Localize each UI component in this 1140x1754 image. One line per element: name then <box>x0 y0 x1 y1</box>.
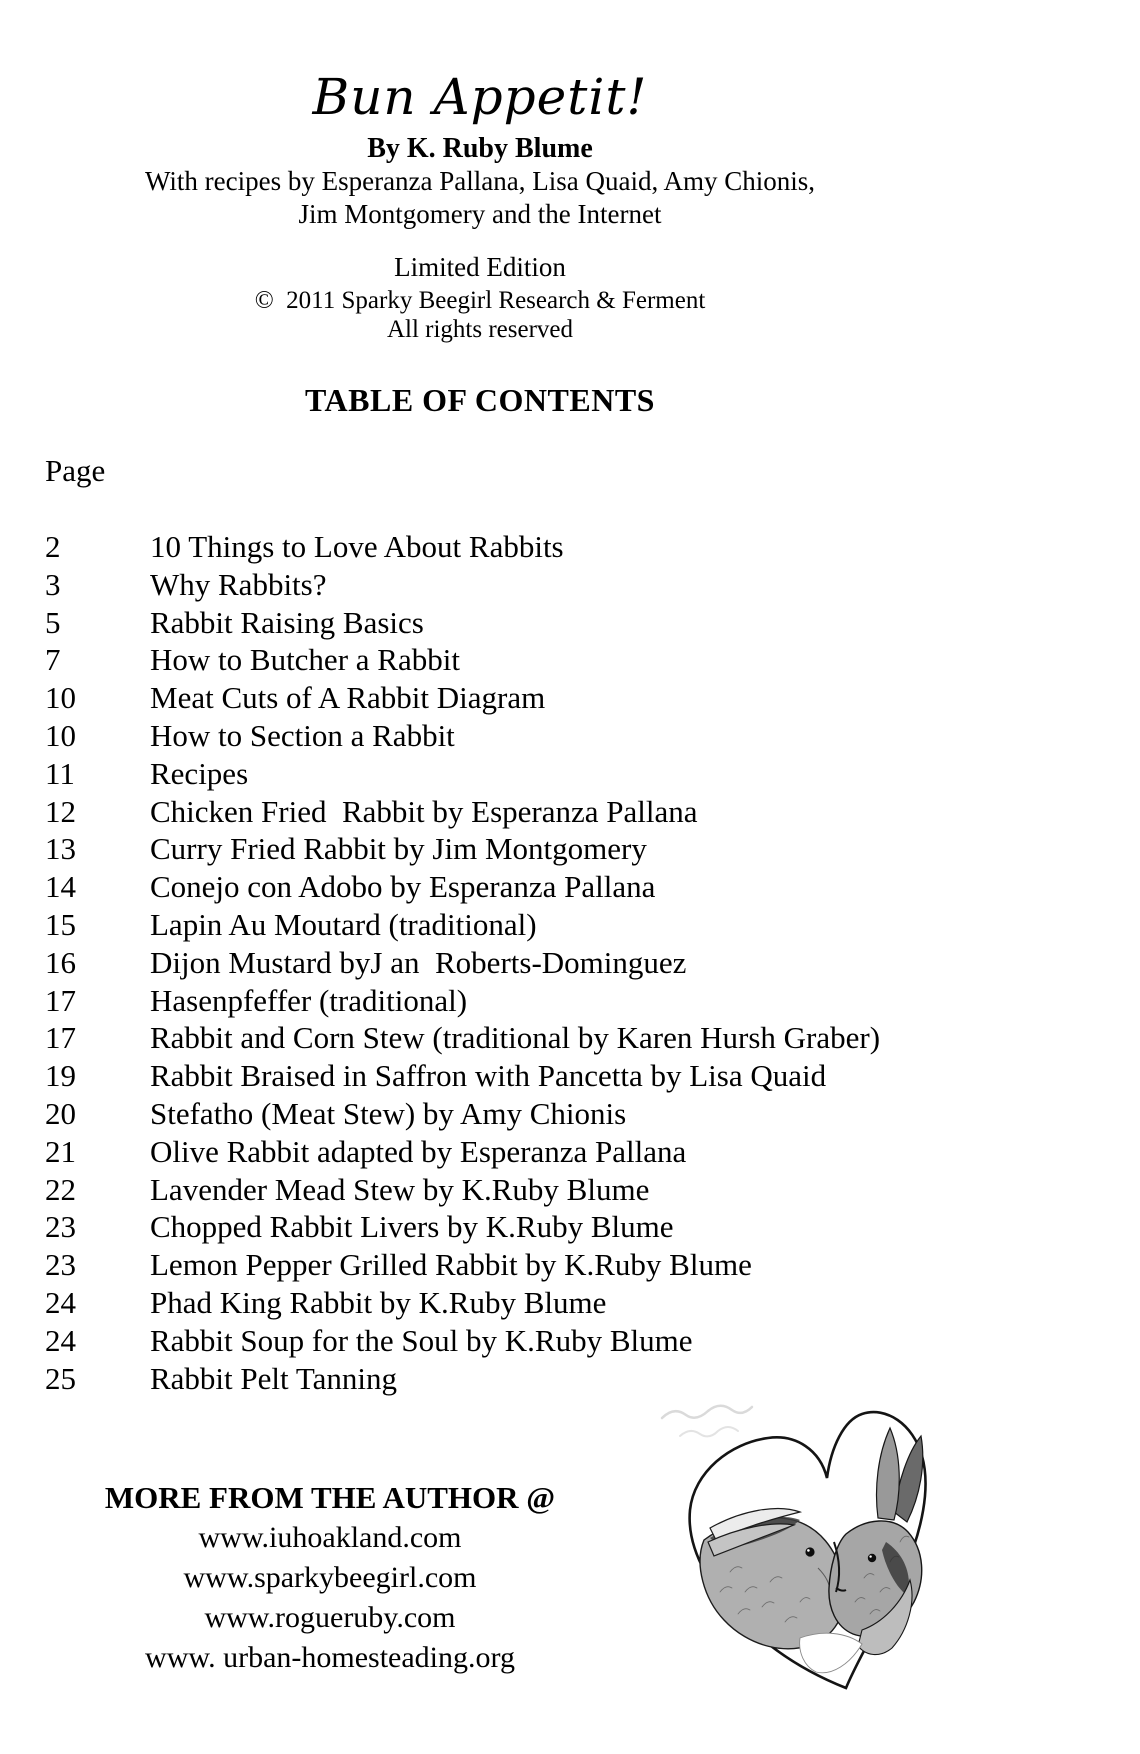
author-url: www. urban-homesteading.org <box>145 1641 515 1674</box>
toc-entry-title: Chicken Fried Rabbit by Esperanza Pallana <box>150 793 698 829</box>
toc-entry <box>45 717 1105 755</box>
toc-entry <box>45 1208 1105 1246</box>
more-from-author-heading: MORE FROM THE AUTHOR @ <box>104 1480 556 1515</box>
toc-entry-title: Lavender Mead Stew by K.Ruby Blume <box>150 1171 650 1207</box>
toc-entry <box>45 1360 1105 1398</box>
toc-page-number: 2 <box>45 529 61 564</box>
toc-page-number: 3 <box>45 566 61 602</box>
copyright-line: © 2011 Sparky Beegirl Research & Ferment <box>254 287 706 314</box>
toc-page-number: 5 <box>45 604 61 640</box>
toc-page-number: 17 <box>45 982 76 1018</box>
toc-entry-title: Dijon Mustard byJ an Roberts-Dominguez <box>150 944 687 980</box>
toc-entry <box>45 755 1105 793</box>
toc-entry <box>45 1095 1105 1133</box>
toc-entry-title: 10 Things to Love About Rabbits <box>150 529 564 564</box>
toc-page-number: 22 <box>45 1171 76 1207</box>
toc-entry-title: Olive Rabbit adapted by Esperanza Pallana <box>150 1133 687 1169</box>
toc-entry <box>45 982 1105 1020</box>
toc-entry-title: Curry Fried Rabbit by Jim Montgomery <box>150 831 647 867</box>
toc-entry <box>45 906 1105 944</box>
toc-entry-title: How to Butcher a Rabbit <box>150 642 460 678</box>
toc-heading: TABLE OF CONTENTS <box>305 382 655 418</box>
toc-page-number: 20 <box>45 1095 76 1131</box>
author-links-block <box>0 1478 660 1678</box>
toc-entry <box>45 830 1105 868</box>
toc-entry-title: Lemon Pepper Grilled Rabbit by K.Ruby Blume <box>150 1247 752 1283</box>
toc-page-number: 21 <box>45 1133 76 1169</box>
toc-entry <box>45 604 1105 642</box>
toc-entry <box>45 566 1105 604</box>
faint-handwriting <box>662 1406 752 1437</box>
toc-entry <box>45 868 1105 906</box>
toc-entry <box>45 1019 1105 1057</box>
book-title: Bun Appetit! <box>312 68 648 126</box>
toc-page-number: 15 <box>45 906 76 942</box>
toc-entry <box>45 528 1105 566</box>
edition-label: Limited Edition <box>394 252 566 282</box>
title-block <box>0 0 960 440</box>
toc-page-number: 24 <box>45 1284 76 1320</box>
rights-line: All rights reserved <box>386 316 574 343</box>
toc-entry-title: Recipes <box>150 755 249 791</box>
toc-entry-title: How to Section a Rabbit <box>150 717 455 753</box>
toc-page-number: 12 <box>45 793 76 829</box>
author-url: www.sparkybeegirl.com <box>183 1561 477 1594</box>
author-url: www.rogueruby.com <box>204 1601 456 1634</box>
recipe-credits-line-1: With recipes by Esperanza Pallana, Lisa Quaid, Amy Chionis, <box>144 166 815 196</box>
toc-entry-title: Conejo con Adobo by Esperanza Pallana <box>150 869 656 905</box>
recipe-credits-line-2: Jim Montgomery and the Internet <box>298 199 662 229</box>
rabbits-heart-drawing <box>650 1392 940 1692</box>
toc-entry-title: Chopped Rabbit Livers by K.Ruby Blume <box>150 1209 674 1245</box>
toc-entry-title: Rabbit Soup for the Soul by K.Ruby Blume <box>150 1322 693 1358</box>
toc-entry <box>45 641 1105 679</box>
author-byline: By K. Ruby Blume <box>367 133 593 164</box>
toc-page-number: 14 <box>45 869 76 905</box>
toc-page-number: 10 <box>45 680 76 716</box>
toc-page-number: 23 <box>45 1247 76 1283</box>
two-rabbits-heart-illustration <box>650 1392 940 1692</box>
toc-page-number: 13 <box>45 831 76 867</box>
toc-entry <box>45 944 1105 982</box>
toc-page-number: 17 <box>45 1020 76 1056</box>
toc-entry-title: Why Rabbits? <box>150 566 327 602</box>
toc-entry <box>45 1246 1105 1284</box>
author-url: www.iuhoakland.com <box>198 1521 462 1554</box>
toc-entry-title: Lapin Au Moutard (traditional) <box>150 906 537 942</box>
toc-entry <box>45 1284 1105 1322</box>
toc-entry-title: Rabbit and Corn Stew (traditional by Karen Hursh Graber) <box>150 1020 881 1056</box>
toc-page-number: 19 <box>45 1058 76 1094</box>
toc-entry <box>45 793 1105 831</box>
toc-entry-title: Meat Cuts of A Rabbit Diagram <box>150 680 546 716</box>
page-column-label: Page <box>45 453 106 488</box>
toc-page-number: 23 <box>45 1209 76 1245</box>
toc-list <box>45 528 1105 1397</box>
toc-page-number: 16 <box>45 944 76 980</box>
toc-page-number: 25 <box>45 1360 76 1396</box>
toc-page-number: 10 <box>45 717 76 753</box>
toc-entry <box>45 1322 1105 1360</box>
toc-entry <box>45 1171 1105 1209</box>
toc-page-number: 7 <box>45 642 61 678</box>
toc-entry <box>45 1057 1105 1095</box>
toc-entry <box>45 1133 1105 1171</box>
toc-page-number: 24 <box>45 1322 76 1358</box>
toc-entry-title: Hasenpfeffer (traditional) <box>150 982 468 1018</box>
toc-entry <box>45 679 1105 717</box>
toc-entry-title: Rabbit Braised in Saffron with Pancetta by Lisa Quaid <box>150 1058 827 1094</box>
toc-page-number: 11 <box>45 755 75 791</box>
toc-entry-title: Stefatho (Meat Stew) by Amy Chionis <box>150 1095 627 1131</box>
toc-entry-title: Rabbit Pelt Tanning <box>150 1360 397 1396</box>
toc-entry-title: Phad King Rabbit by K.Ruby Blume <box>150 1284 607 1320</box>
toc-entry-title: Rabbit Raising Basics <box>150 604 424 640</box>
